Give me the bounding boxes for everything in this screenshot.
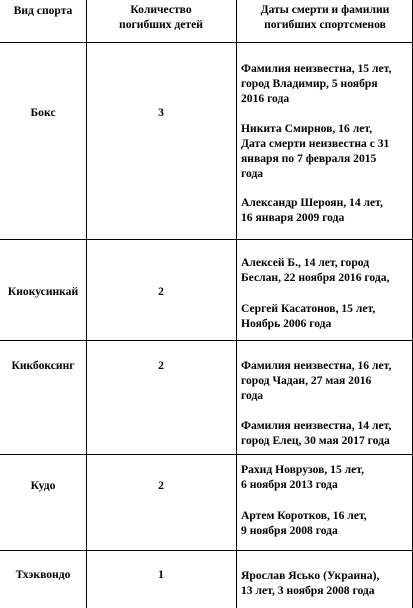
entry-line: 2016 года [241, 92, 290, 105]
entry-line: Александр Шероян, 14 лет, [241, 196, 383, 209]
death-count: 2 [158, 359, 164, 372]
victim-entry [241, 61, 409, 106]
victim-entry [241, 568, 409, 598]
entry-line: 16 января 2009 года [241, 211, 345, 224]
entry-line: Фамилия неизвестна, 14 лет, [241, 419, 392, 432]
entry-line: город Владимир, 5 ноября [241, 77, 378, 90]
sport-name: Кикбоксинг [11, 359, 75, 372]
sport-name: Киокусинкай [7, 285, 79, 298]
header-sport: Вид спорта [13, 4, 73, 17]
row-divider [0, 42, 413, 43]
header-count-line: Количество [130, 3, 192, 16]
death-count: 2 [158, 479, 164, 492]
victim-entry [241, 195, 409, 225]
entry-line: 9 ноября 2008 года [241, 524, 338, 537]
header-details-line: Даты смерти и фамилии [260, 3, 390, 16]
entry-line: Ноябрь 2006 года [241, 317, 332, 330]
entry-line: Никита Смирнов, 16 лет, [241, 122, 373, 135]
row-divider [0, 550, 413, 551]
entry-line: Рахид Новрузов, 15 лет, [241, 463, 365, 476]
entry-line: Алексей Б., 14 лет, город [241, 256, 370, 269]
victim-entry [241, 255, 409, 285]
row-divider [0, 340, 413, 341]
entry-line: Ярослав Ясько (Украина), [241, 569, 380, 582]
entry-line: 6 ноября 2013 года [241, 478, 338, 491]
header-details-line: погибших спортсменов [264, 18, 386, 31]
death-count: 3 [158, 106, 164, 119]
entry-line: Сергей Касатонов, 15 лет, [241, 302, 376, 315]
entry-line: Беслан, 22 ноября 2016 года, [241, 271, 390, 284]
victim-entry [241, 301, 409, 331]
row-divider [0, 454, 413, 455]
death-count: 2 [158, 285, 164, 298]
victim-entry [241, 462, 409, 492]
column-divider [236, 0, 237, 608]
victim-entry [241, 121, 409, 181]
entry-line: 13 лет, 3 ноября 2008 года [241, 584, 375, 597]
victim-entry [241, 418, 409, 448]
entry-line: Дата смерти неизвестна с 31 [241, 137, 390, 150]
sport-name: Тхэквондо [15, 568, 71, 581]
header-details [238, 2, 412, 32]
column-divider [86, 0, 87, 608]
row-divider [0, 239, 413, 240]
entry-line: город Чадан, 27 мая 2016 [241, 374, 372, 387]
entry-line: года [241, 389, 264, 402]
victim-entry [241, 508, 409, 538]
sport-name: Бокс [30, 106, 56, 119]
entry-line: Фамилия неизвестна, 16 лет, [241, 359, 392, 372]
entry-line: Артем Коротков, 16 лет, [241, 509, 367, 522]
entry-line: января по 7 февраля 2015 [241, 152, 377, 165]
victim-entry [241, 358, 409, 403]
header-count-line: погибших детей [119, 18, 203, 31]
sport-name: Кудо [30, 479, 56, 492]
header-count [88, 2, 234, 32]
death-count: 1 [158, 568, 164, 581]
entry-line: Фамилия неизвестна, 15 лет, [241, 62, 392, 75]
entry-line: года [241, 167, 264, 180]
entry-line: город Елец, 30 мая 2017 года [241, 434, 390, 447]
